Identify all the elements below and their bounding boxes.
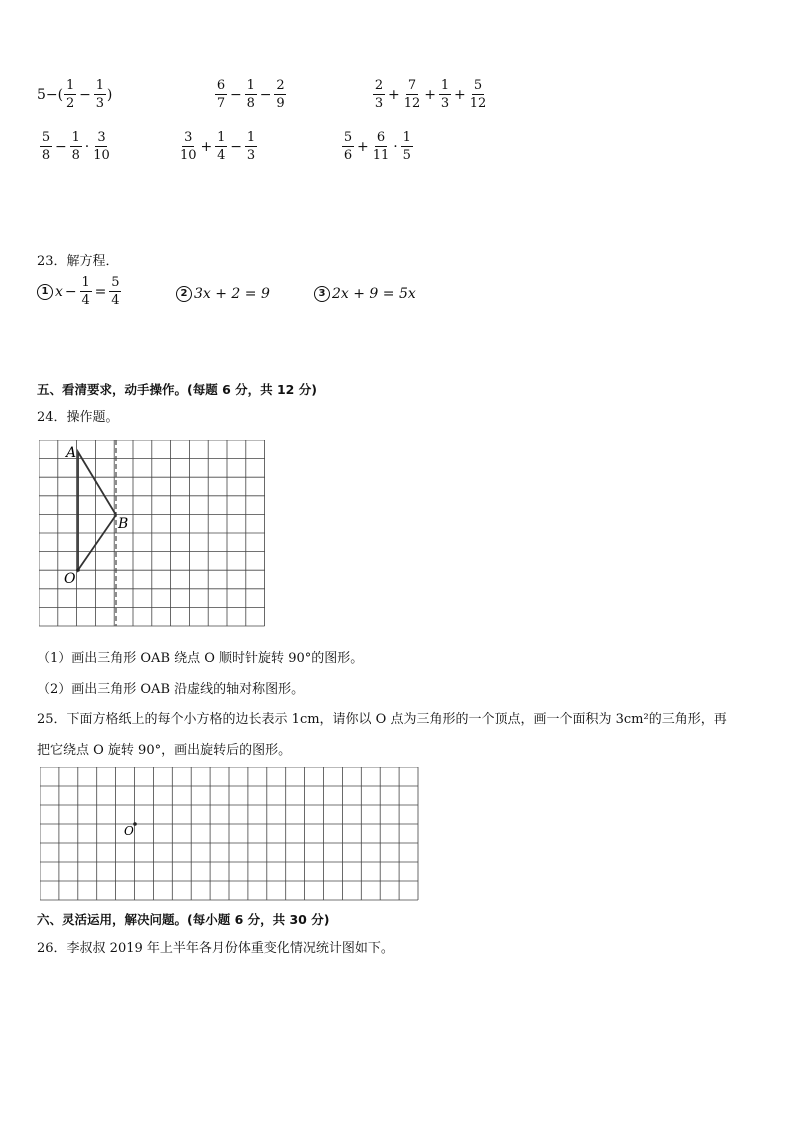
question-24-task-2: （2）画出三角形 OAB 沿虚线的轴对称图形。 bbox=[37, 682, 305, 697]
section-5-heading: 五、看清要求，动手操作。(每题 6 分，共 12 分) bbox=[37, 382, 317, 397]
equation-2: 2 3x + 2 = 9 bbox=[176, 286, 270, 302]
circled-number: 3 bbox=[314, 286, 330, 302]
grid-figure-25 bbox=[40, 767, 422, 903]
circled-number: 1 bbox=[37, 284, 53, 300]
section-6-heading: 六、灵活运用，解决问题。(每小题 6 分，共 30 分) bbox=[37, 912, 330, 927]
calc-expression-5: $\frac{3}{10}$ + $\frac{1}{4}$ − $\frac{1}{3}$ bbox=[180, 130, 256, 163]
equation-1: 1 x − $\frac{1}{4}$ = $\frac{5}{4}$ bbox=[37, 276, 122, 307]
label-o: O bbox=[124, 824, 134, 838]
circled-number: 2 bbox=[176, 286, 192, 302]
calc-expression-6: $\frac{5}{6}$ + $\frac{6}{11}$ · $\frac{1}{5}$ bbox=[343, 130, 411, 163]
question-24-title: 24．操作题。 bbox=[37, 410, 119, 425]
calc-expression-2: $\frac{6}{7}$ − $\frac{1}{8}$ − $\frac{2}{9}$ bbox=[216, 78, 285, 111]
label-o: O bbox=[64, 571, 76, 587]
fraction: $\frac{1}{2}$ bbox=[65, 78, 75, 111]
label-a: A bbox=[66, 445, 77, 461]
equation-3: 3 2x + 9 = 5x bbox=[314, 286, 416, 302]
triangle-oab bbox=[78, 452, 116, 570]
fraction: $\frac{1}{3}$ bbox=[95, 78, 104, 111]
question-25-line-1: 25．下面方格纸上的每个小方格的边长表示 1cm，请你以 O 点为三角形的一个顶点，画一个面积为 3cm²的三角形，再 bbox=[37, 712, 727, 727]
question-24-task-1: （1）画出三角形 OAB 绕点 O 顺时针旋转 90°的图形。 bbox=[37, 651, 364, 666]
calc-expression-4: $\frac{5}{8}$ − $\frac{1}{8}$ · $\frac{3}{10}$ bbox=[41, 130, 110, 163]
question-23-title: 23．解方程． bbox=[37, 254, 119, 269]
question-25-line-2: 把它绕点 O 旋转 90°，画出旋转后的图形。 bbox=[37, 743, 292, 758]
grid-figure-24 bbox=[39, 440, 269, 630]
calc-expression-1: 5−( $\frac{1}{2}$ − $\frac{1}{3}$ ) bbox=[37, 78, 113, 111]
question-26-title: 26．李叔叔 2019 年上半年各月份体重变化情况统计图如下。 bbox=[37, 941, 394, 956]
calc-expression-3: $\frac{2}{3}$ + $\frac{7}{12}$ + $\frac{1}{3}$ + $\frac{5}{12}$ bbox=[374, 78, 487, 111]
label-b: B bbox=[118, 516, 129, 532]
